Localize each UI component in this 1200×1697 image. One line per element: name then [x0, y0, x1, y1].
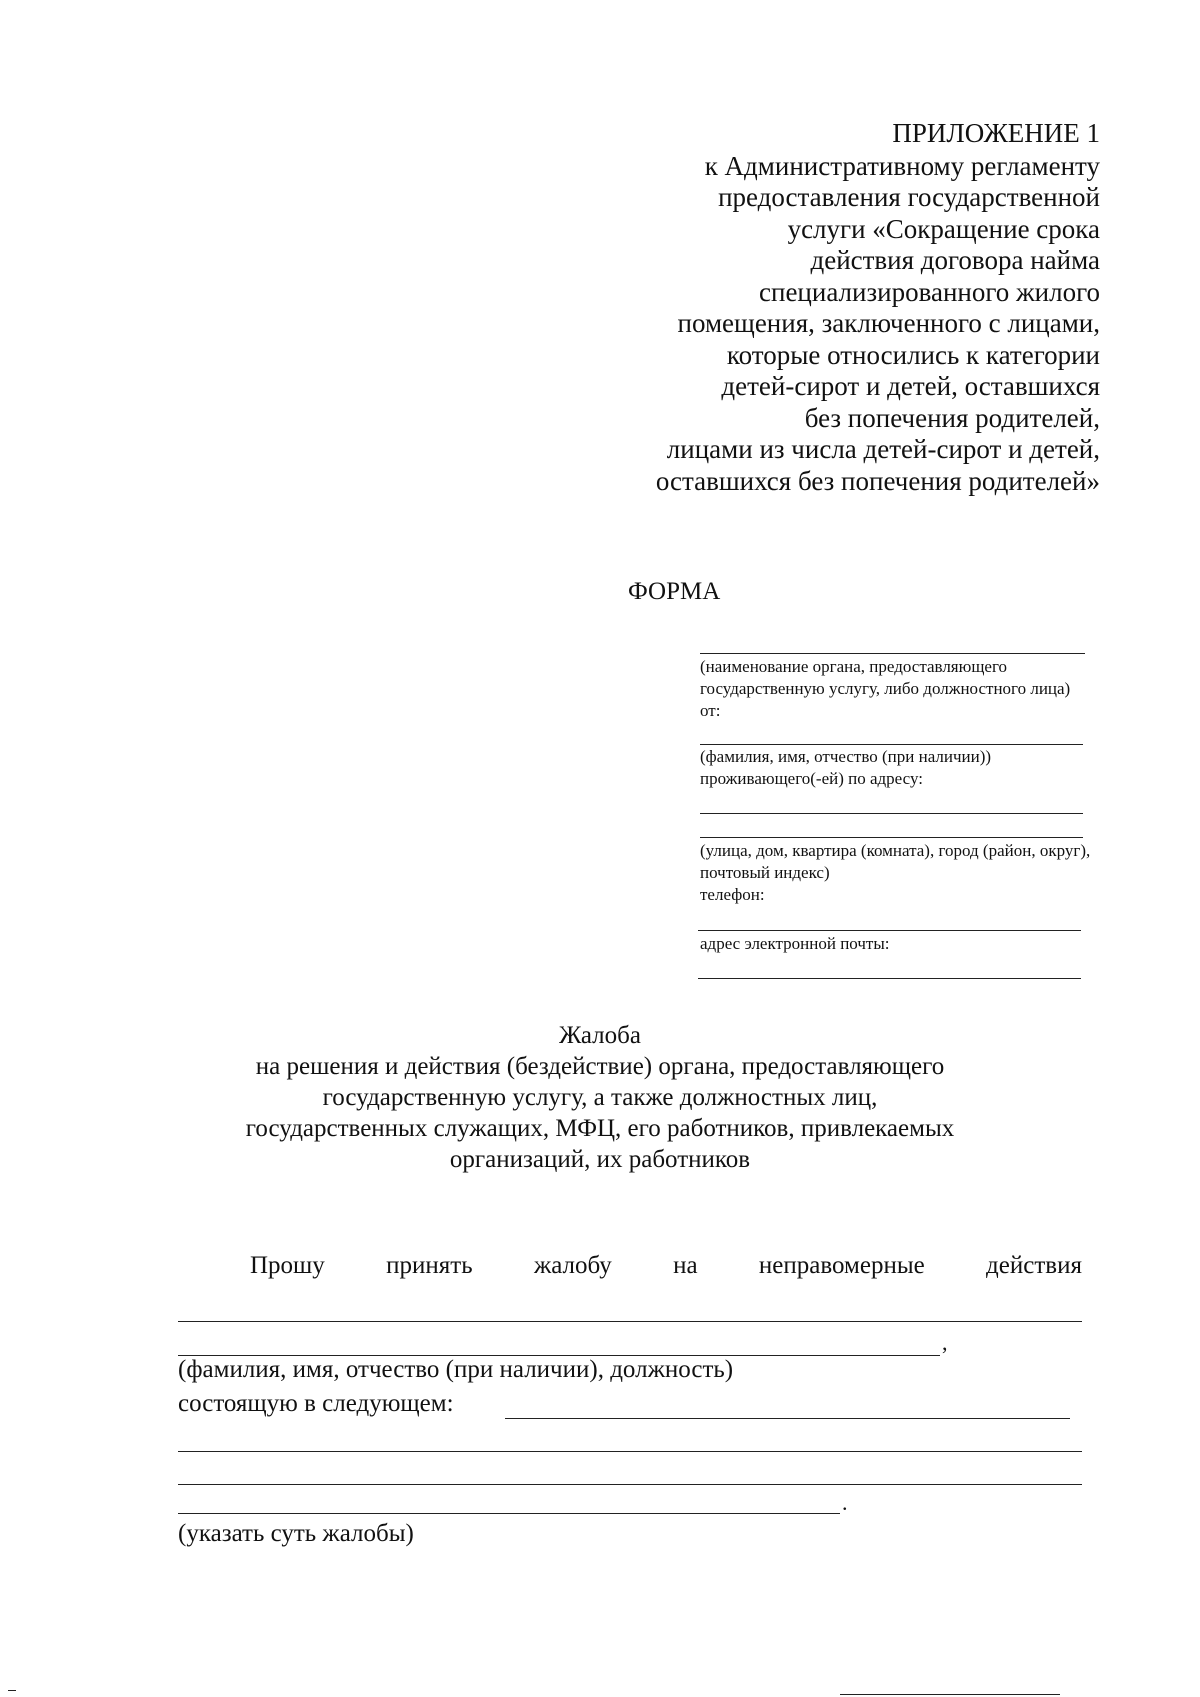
- phone-label: телефон:: [700, 885, 765, 904]
- request-sentence: [250, 1252, 1082, 1280]
- org-name-line: [700, 653, 1085, 654]
- request-word: Прошу: [250, 1252, 325, 1279]
- email-line: [698, 978, 1081, 979]
- complaint-title: Жалоба: [559, 1022, 641, 1049]
- appendix-line: лицами из числа детей-сирот и детей,: [666, 434, 1100, 464]
- address-line-1: [700, 813, 1083, 814]
- address-hint: (улица, дом, квартира (комната), город (район, округ), почтовый индекс) телефон:: [700, 840, 1120, 906]
- complaint-subtitle: организаций, их работников: [449, 1146, 751, 1173]
- appendix-line: предоставления государственной: [718, 182, 1100, 212]
- blank-line: [178, 1484, 1082, 1485]
- complaint-subtitle: государственную услугу, а также должностных лиц,: [322, 1084, 878, 1111]
- request-word: жалобу: [533, 1252, 612, 1279]
- appendix-line: специализированного жилого: [759, 276, 1100, 307]
- request-word: неправомерные: [758, 1252, 925, 1279]
- from-label: от:: [700, 701, 721, 720]
- name-hint: (фамилия, имя, отчество (при наличии)) проживающего(-ей) по адресу:: [700, 746, 1120, 790]
- sender-name-line: [700, 744, 1083, 745]
- essence-line: [505, 1418, 1070, 1419]
- appendix-line: детей-сирот и детей, оставшихся: [721, 371, 1100, 401]
- appendix-line: оставшихся без попечения родителей»: [655, 465, 1100, 496]
- request-word: принять: [386, 1252, 473, 1279]
- appendix-line: услуги «Сокращение срока: [787, 213, 1100, 244]
- person-hint: (фамилия, имя, отчество (при наличии), должность): [178, 1356, 734, 1383]
- complaint-subtitle: государственных служащих, МФЦ, его работников, привлекаемых: [245, 1115, 955, 1142]
- request-word: на: [673, 1252, 698, 1279]
- address-line-2: [700, 837, 1083, 838]
- email-label: адрес электронной почты:: [700, 934, 890, 953]
- phone-line: [698, 930, 1081, 931]
- bottom-edge-mark: [8, 1690, 16, 1691]
- request-word: действия: [986, 1252, 1082, 1279]
- comma: ,: [942, 1330, 948, 1355]
- appendix-line: помещения, заключенного с лицами,: [677, 308, 1100, 338]
- blank-line: [178, 1451, 1082, 1452]
- appendix-line: действия договора найма: [810, 245, 1100, 275]
- appendix-line: без попечения родителей,: [804, 402, 1100, 433]
- period: .: [842, 1490, 848, 1515]
- address-label: проживающего(-ей) по адресу:: [700, 769, 923, 788]
- essence-hint: (указать суть жалобы): [178, 1520, 414, 1547]
- blank-line: [178, 1513, 840, 1514]
- complaint-subtitle: на решения и действия (бездействие) органа, предоставляющего: [255, 1053, 945, 1080]
- bottom-edge-line: [840, 1694, 1060, 1695]
- appendix-line: к Административному регламенту: [704, 150, 1100, 181]
- appendix-line: которые относились к категории: [726, 339, 1100, 370]
- form-label: ФОРМА: [628, 578, 721, 605]
- essence-label: состоящую в следующем:: [178, 1390, 454, 1417]
- blank-line: [178, 1321, 1082, 1322]
- appendix-block: [560, 118, 1100, 497]
- appendix-title: ПРИЛОЖЕНИЕ 1: [892, 118, 1100, 148]
- org-hint: (наименование органа, предоставляющего государственную услугу, либо должностного лица) от:: [700, 656, 1120, 722]
- complaint-title-block: [100, 1020, 1100, 1175]
